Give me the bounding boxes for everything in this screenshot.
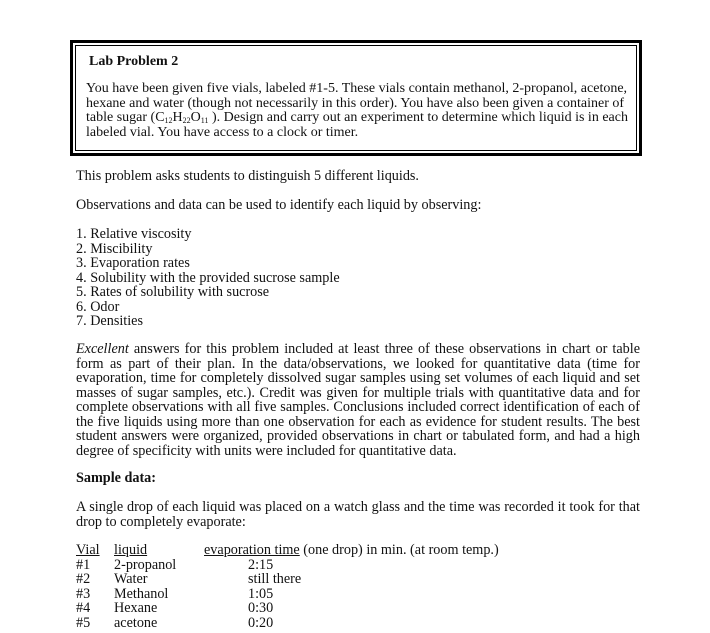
sample-data-heading: Sample data: bbox=[76, 470, 157, 486]
list-item: 5. Rates of solubility with sucrose bbox=[76, 284, 270, 300]
liquid-cell: Methanol bbox=[114, 585, 169, 602]
excellent-answers-paragraph: Excellent answers for this problem included at least three of these observations in chart or table form as part of their plan. In the data/observations, we looked for quantitative data (time for evaporation, time for completely dissolved sugar samples using set volumes of each liquid and set masses of sugar samples, etc.). Credit was given for multiple trials with quantitative data and for complete observations with all five samples. Conclusions included correct identification of each of the five liquids using more than one observation for each as evidence for student results. The best student answers were organized, provided observations in chart or tabulated form, and had a high degree of specificity with units were included for quantitative data. bbox=[76, 341, 640, 459]
observations-lead: Observations and data can be used to identify each liquid by observing: bbox=[76, 197, 482, 213]
vial-cell: #1 bbox=[76, 556, 91, 573]
list-item: 4. Solubility with the provided sucrose sample bbox=[76, 269, 340, 286]
problem-title: Lab Problem 2 bbox=[89, 54, 179, 69]
vial-cell: #3 bbox=[76, 585, 91, 602]
liquid-cell: Water bbox=[114, 571, 148, 588]
intro-paragraph: This problem asks students to distinguish 5 different liquids. bbox=[76, 168, 419, 184]
list-item: 2. Miscibility bbox=[76, 240, 153, 257]
problem-box-inner-border bbox=[75, 45, 637, 151]
header-liquid: liquid bbox=[114, 542, 148, 558]
liquid-cell: acetone bbox=[114, 614, 158, 631]
vial-cell: #5 bbox=[76, 614, 91, 631]
list-item: 6. Odor bbox=[76, 298, 120, 315]
list-item: 1. Relative viscosity bbox=[76, 226, 192, 242]
header-vial: Vial bbox=[76, 542, 100, 558]
vial-cell: #2 bbox=[76, 571, 91, 588]
time-cell: still there bbox=[248, 571, 302, 588]
observations-list bbox=[76, 227, 641, 329]
list-item: 7. Densities bbox=[76, 313, 143, 329]
liquid-cell: Hexane bbox=[114, 600, 158, 617]
time-cell: 0:30 bbox=[248, 600, 274, 617]
liquid-cell: 2-propanol bbox=[114, 556, 177, 573]
vial-cell: #4 bbox=[76, 600, 91, 617]
time-cell: 0:20 bbox=[248, 614, 274, 631]
time-cell: 2:15 bbox=[248, 556, 274, 573]
list-item: 3. Evaporation rates bbox=[76, 255, 190, 271]
header-evaporation: evaporation time (one drop) in min. (at room temp.) bbox=[204, 542, 499, 558]
problem-box bbox=[70, 40, 642, 156]
sample-data-description: A single drop of each liquid was placed on a watch glass and the time was recorded it took for that drop to completely evaporate: bbox=[76, 499, 640, 530]
problem-statement: You have been given five vials, labeled #1-5. These vials contain methanol, 2-propanol, acetone, hexane and water (though not necessarily in this order). You have also been given a container of table sugar ($C_{12}H_{22}O_{11}$ ). Design and carry out an experiment to determine which liquid is in each labeled vial. You have access to a clock or timer. bbox=[86, 81, 628, 140]
time-cell: 1:05 bbox=[248, 585, 274, 602]
